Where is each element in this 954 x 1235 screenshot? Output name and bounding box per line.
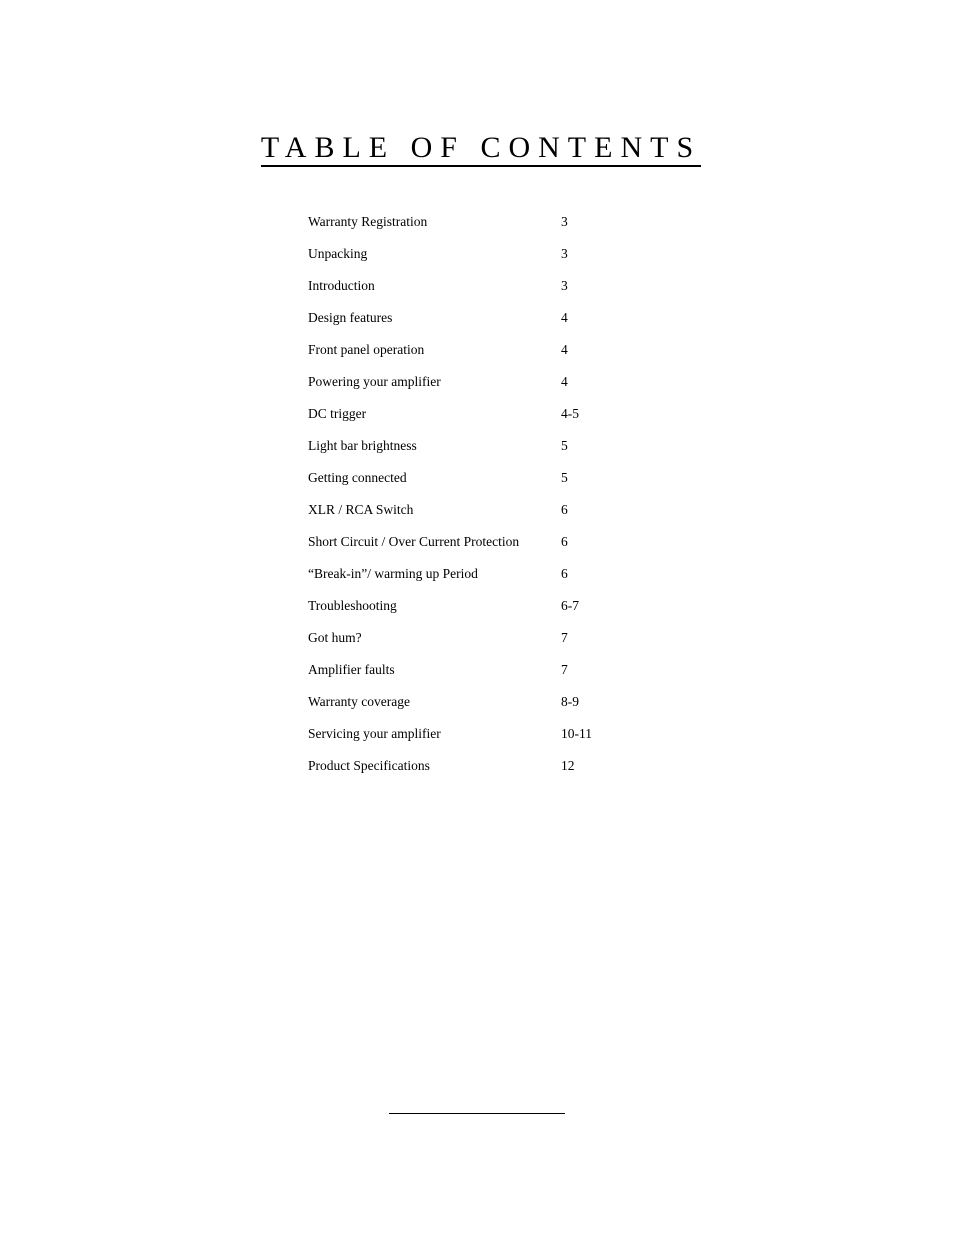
toc-entry-title: Powering your amplifier <box>308 374 441 389</box>
toc-entry-title: Product Specifications <box>308 758 430 773</box>
toc-row <box>308 532 668 564</box>
toc-entry-page: 5 <box>561 470 568 485</box>
toc-entry-page: 7 <box>561 662 568 677</box>
toc-row <box>308 756 668 788</box>
toc-entry-title: “Break-in”/ warming up Period <box>308 566 478 581</box>
toc-row <box>308 212 668 244</box>
page-title-text: TABLE OF CONTENTS <box>261 131 701 167</box>
page-title <box>0 128 954 168</box>
toc-entry-title: Troubleshooting <box>308 598 397 613</box>
toc-row <box>308 692 668 724</box>
toc-row <box>308 724 668 756</box>
toc-entry-title: Front panel operation <box>308 342 425 357</box>
toc-entry-page: 4 <box>561 374 568 389</box>
table-of-contents <box>308 212 668 788</box>
toc-row <box>308 596 668 628</box>
toc-entry-page: 3 <box>561 214 568 229</box>
toc-entry-page: 5 <box>561 438 568 453</box>
toc-entry-page: 12 <box>561 758 575 773</box>
toc-row <box>308 340 668 372</box>
footer-divider <box>389 1113 565 1114</box>
toc-entry-page: 4 <box>561 342 568 357</box>
toc-entry-page: 8-9 <box>561 694 579 709</box>
toc-entry-page: 3 <box>561 246 568 261</box>
toc-row <box>308 628 668 660</box>
toc-row <box>308 276 668 308</box>
toc-entry-title: Design features <box>308 310 393 325</box>
toc-row <box>308 500 668 532</box>
toc-entry-page: 7 <box>561 630 568 645</box>
toc-entry-page: 6 <box>561 534 568 549</box>
toc-row <box>308 468 668 500</box>
toc-row <box>308 564 668 596</box>
toc-entry-title: Light bar brightness <box>308 438 417 453</box>
toc-entry-title: DC trigger <box>308 406 367 421</box>
toc-entry-page: 3 <box>561 278 568 293</box>
toc-row <box>308 308 668 340</box>
toc-entry-title: Got hum? <box>308 630 362 645</box>
toc-entry-title: Introduction <box>308 278 375 293</box>
toc-entry-page: 4-5 <box>561 406 579 421</box>
toc-entry-title: Unpacking <box>308 246 368 261</box>
toc-entry-page: 4 <box>561 310 568 325</box>
toc-entry-title: Getting connected <box>308 470 407 485</box>
toc-row <box>308 436 668 468</box>
toc-entry-page: 6-7 <box>561 598 579 613</box>
toc-entry-title: Warranty coverage <box>308 694 410 709</box>
toc-entry-page: 10-11 <box>561 726 592 741</box>
toc-entry-title: Servicing your amplifier <box>308 726 441 741</box>
toc-entry-title: XLR / RCA Switch <box>308 502 414 517</box>
toc-row <box>308 372 668 404</box>
toc-entry-title: Amplifier faults <box>308 662 395 677</box>
toc-row <box>308 244 668 276</box>
toc-row <box>308 404 668 436</box>
toc-entry-title: Short Circuit / Over Current Protection <box>308 534 520 549</box>
toc-entry-page: 6 <box>561 502 568 517</box>
toc-entry-title: Warranty Registration <box>308 214 428 229</box>
toc-entry-page: 6 <box>561 566 568 581</box>
toc-row <box>308 660 668 692</box>
